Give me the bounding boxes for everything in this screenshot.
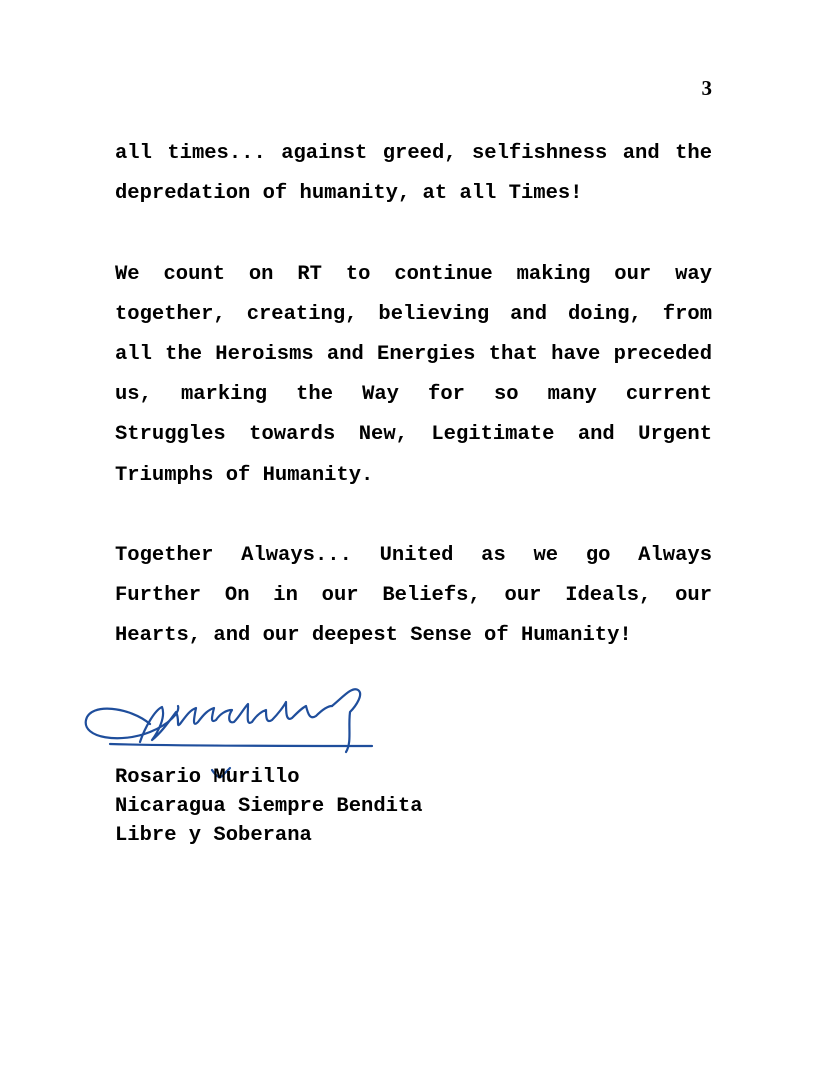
page-number: 3 <box>701 76 712 100</box>
paragraph-2: We count on RT to continue making our way together, creating, believing and doing, from all the Heroisms and Energies that have preceded us, marking the Way for so many current Struggles towards New, Legitimate and Urgent Triumphs of Humanity. <box>115 262 712 487</box>
paragraph-3: Together Always... United as we go Always Further On in our Beliefs, our Ideals, our Hearts, and our deepest Sense of Humanity! <box>115 544 712 648</box>
signature-letters <box>140 702 332 742</box>
signatory-name: Rosario Murillo <box>115 766 300 789</box>
signature-flourish <box>332 689 360 752</box>
signatory-line-2: Nicaragua Siempre Bendita <box>115 795 423 818</box>
signature-block <box>115 763 423 850</box>
paragraph-1: all times... against greed, selfishness and the depredation of humanity, at all Times! <box>115 142 712 206</box>
letter-body <box>115 134 712 657</box>
signature-loop <box>86 706 179 738</box>
signature-underline <box>110 744 372 746</box>
signatory-line-3: Libre y Soberana <box>115 824 312 847</box>
